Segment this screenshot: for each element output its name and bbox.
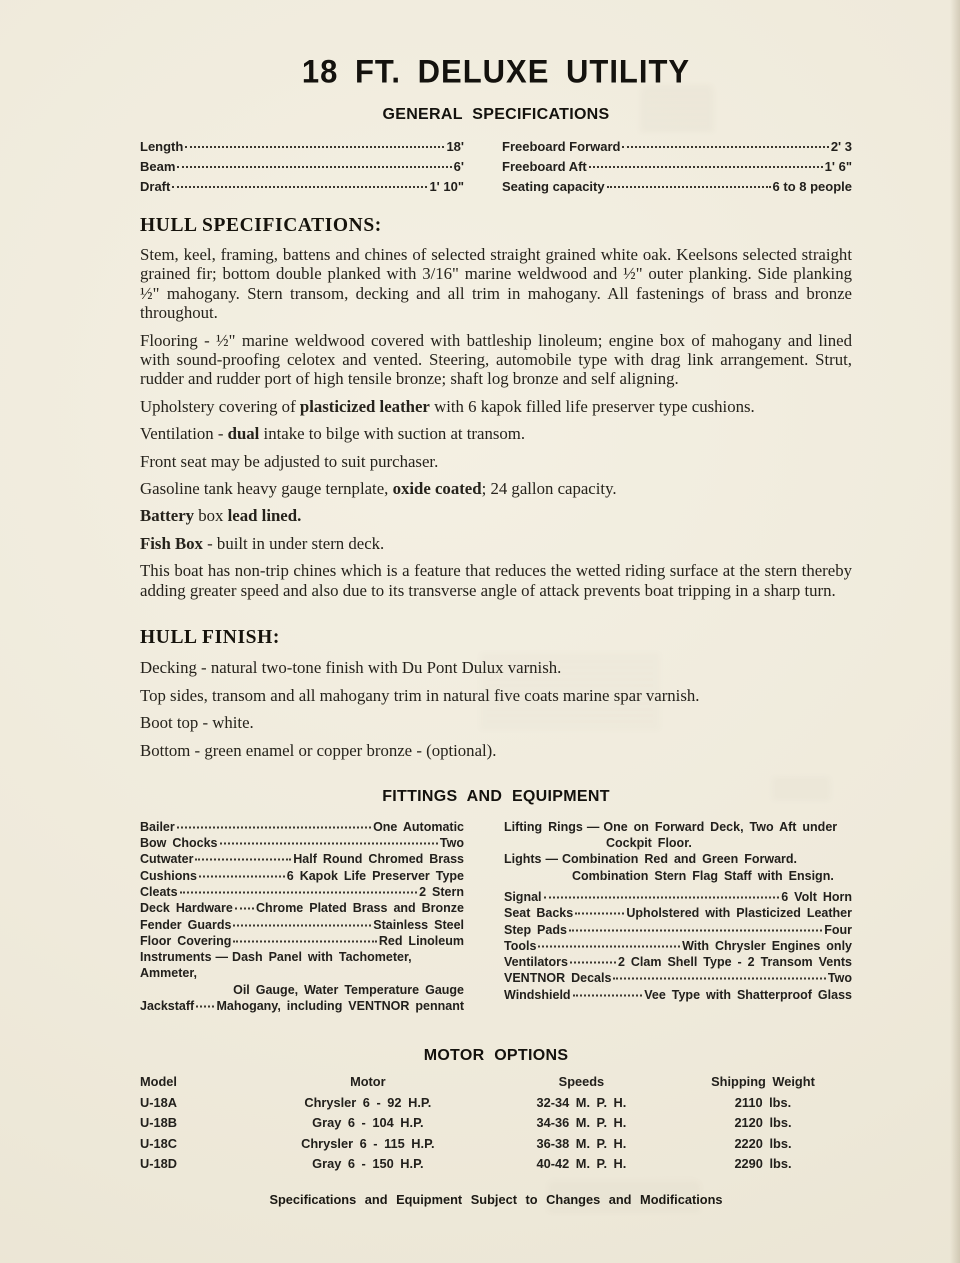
fitting-value: 2 Stern — [419, 884, 464, 899]
dotted-leader — [570, 962, 616, 964]
fittings-equipment-heading: FITTINGS AND EQUIPMENT — [382, 787, 610, 805]
spec-value: 6 to 8 people — [772, 179, 852, 194]
hull-paragraph-front-seat: Front seat may be adjusted to suit purchaser. — [140, 451, 439, 471]
dotted-leader — [177, 166, 451, 168]
fitting-row-lifting-rings — [504, 819, 852, 852]
fitting-row-signal — [504, 889, 852, 905]
fittings-left-column — [140, 819, 464, 1015]
em-dash: — — [545, 852, 558, 867]
table-row — [140, 1113, 852, 1134]
fitting-row-ventnor-decals — [504, 970, 852, 986]
dotted-leader — [607, 186, 771, 188]
fitting-label: Signal — [504, 889, 542, 904]
fitting-line-continuation: Cockpit Floor. — [606, 836, 692, 851]
fitting-line-continuation: Combination Stern Flag Staff with Ensign. — [572, 868, 834, 883]
hull-paragraph-gasoline-tank — [140, 479, 852, 498]
page-title: 18 FT. DELUXE UTILITY — [301, 53, 691, 90]
hull-specifications-heading: HULL SPECIFICATIONS: — [140, 215, 382, 236]
fitting-value: Half Round Chromed Brass — [293, 852, 464, 867]
spec-value: 1' 10" — [429, 179, 464, 194]
motor-table-header-row — [140, 1072, 852, 1093]
fitting-value: Chrome Plated Brass and Bronze — [256, 901, 464, 916]
text-segment: box — [194, 506, 228, 526]
hull-paragraph-upholstery — [140, 397, 852, 416]
fitting-row-cleats — [140, 884, 464, 900]
fitting-value: Stainless Steel — [373, 917, 464, 932]
spec-label: Freeboard Aft — [502, 159, 587, 174]
fitting-label: Cushions — [140, 868, 197, 883]
dotted-leader — [233, 940, 376, 942]
fitting-label: Floor Covering — [140, 933, 232, 948]
text-segment: Gasoline tank heavy gauge ternplate, — [140, 479, 393, 499]
hull-finish-bottom: Bottom - green enamel or copper bronze - (optional). — [140, 741, 497, 761]
column-header-shipping-weight: Shipping Weight — [711, 1074, 815, 1090]
spec-row-freeboard-aft — [502, 157, 852, 177]
cell-model: U-18C — [140, 1135, 177, 1151]
dotted-leader — [177, 826, 371, 828]
fitting-row-windshield — [504, 987, 852, 1003]
column-header-speeds: Speeds — [558, 1074, 605, 1090]
motor-options-table — [140, 1072, 852, 1175]
fittings-right-column — [504, 819, 852, 1015]
fitting-line — [504, 819, 852, 835]
fitting-row-floor-covering — [140, 933, 464, 949]
cell-speeds: 32-34 M. P. H. — [536, 1094, 627, 1110]
fitting-line-continuation: Oil Gauge, Water Temperature Gauge — [233, 982, 464, 997]
hull-paragraph-flooring: Flooring - ½" marine weldwood covered with battleship linoleum; engine box of mahogany and lined with sound-proofing celotex and vented. Steering, automobile type with drag link arrangement. Strut, rudder and rudder port of high tensile bronze; shaft log bronze and self aligning. — [140, 330, 852, 389]
spec-label: Beam — [140, 159, 176, 174]
em-dash: — — [586, 819, 600, 834]
text-segment: - built in under stern deck. — [202, 533, 385, 553]
fitting-value: 6 Volt Horn — [781, 889, 852, 904]
spec-label: Seating capacity — [502, 179, 605, 194]
dotted-leader — [235, 908, 254, 910]
fitting-row-cushions — [140, 868, 464, 884]
spec-row-seating-capacity — [502, 177, 852, 197]
fitting-value: Upholstered with Plasticized Leather — [626, 906, 852, 921]
fitting-row-fender-guards — [140, 917, 464, 933]
cell-motor: Chrysler 6 - 115 H.P. — [301, 1135, 435, 1151]
table-row — [140, 1134, 852, 1155]
spec-value: 1' 6" — [824, 159, 852, 174]
table-row — [140, 1154, 852, 1175]
hull-paragraph-chines: This boat has non-trip chines which is a feature that reduces the wetted riding surface at the stern thereby adding greater speed and also due to its transverse angle of attack prevents boat tripping in a sharp turn. — [140, 561, 852, 600]
dotted-leader — [185, 146, 444, 148]
fitting-value: One Automatic — [373, 819, 464, 834]
table-row — [140, 1093, 852, 1114]
fitting-label: Step Pads — [504, 922, 567, 937]
fitting-label: Lifting Rings — [504, 819, 583, 834]
dotted-leader — [172, 186, 427, 188]
cell-model: U-18D — [140, 1156, 177, 1172]
cell-speeds: 34-36 M. P. H. — [536, 1115, 627, 1131]
general-specs-right-column — [502, 137, 852, 197]
fitting-label: Seat Backs — [504, 906, 574, 921]
spec-row-length — [140, 137, 464, 157]
fitting-label: Deck Hardware — [140, 901, 233, 916]
cell-motor: Chrysler 6 - 92 H.P. — [304, 1094, 432, 1110]
fitting-label: Ventilators — [504, 955, 568, 970]
bold-segment: oxide coated — [392, 479, 482, 499]
dotted-leader — [195, 859, 291, 861]
fitting-value: Two — [827, 971, 852, 986]
fitting-label: Bow Chocks — [140, 836, 218, 851]
fitting-line — [504, 851, 852, 867]
cell-shipping-weight: 2110 lbs. — [734, 1094, 792, 1110]
fitting-value: Two — [439, 836, 464, 851]
spec-value: 2' 3 — [830, 139, 852, 154]
text-segment: with 6 kapok filled life preserver type cushions. — [429, 396, 755, 416]
spec-label: Freeboard Forward — [502, 139, 621, 154]
cell-shipping-weight: 2290 lbs. — [734, 1156, 792, 1172]
cell-model: U-18A — [140, 1094, 177, 1110]
general-specifications-heading: GENERAL SPECIFICATIONS — [382, 106, 610, 123]
dotted-leader — [538, 945, 680, 947]
spec-label: Length — [140, 139, 184, 154]
dotted-leader — [196, 1005, 214, 1007]
hull-finish-boot-top: Boot top - white. — [140, 713, 254, 733]
cell-motor: Gray 6 - 150 H.P. — [312, 1156, 424, 1172]
fitting-label: Tools — [504, 938, 537, 953]
dotted-leader — [613, 978, 826, 980]
cell-model: U-18B — [140, 1115, 177, 1131]
general-specifications-table — [140, 137, 852, 197]
motor-options-heading: MOTOR OPTIONS — [423, 1047, 569, 1065]
fittings-equipment-table — [140, 819, 852, 1015]
cell-shipping-weight: 2220 lbs. — [734, 1135, 792, 1151]
bold-segment: Fish Box — [140, 533, 203, 553]
cell-speeds: 36-38 M. P. H. — [536, 1135, 627, 1151]
bold-segment: lead lined. — [227, 506, 302, 526]
spec-row-beam — [140, 157, 464, 177]
page-content — [140, 54, 852, 1220]
fitting-label: Jackstaff — [140, 998, 195, 1013]
fitting-row-bailer — [140, 819, 464, 835]
spec-label: Draft — [140, 179, 171, 194]
fitting-label: Fender Guards — [140, 917, 232, 932]
spec-value: 18' — [446, 139, 464, 154]
cell-shipping-weight: 2120 lbs. — [734, 1115, 792, 1131]
fitting-value: Dash Panel with Tachometer, Ammeter, — [140, 950, 412, 981]
dotted-leader — [589, 166, 823, 168]
fitting-value: Mahogany, including VENTNOR pennant — [216, 998, 464, 1013]
fitting-row-deck-hardware — [140, 900, 464, 916]
bold-segment: Battery — [140, 506, 195, 526]
fitting-value: One on Forward Deck, Two Aft under — [603, 819, 838, 834]
fitting-value: 2 Clam Shell Type - 2 Transom Vents — [617, 955, 852, 970]
fitting-value: Red Linoleum — [378, 933, 464, 948]
dotted-leader — [569, 929, 822, 931]
fitting-line — [140, 949, 464, 982]
fitting-row-bow-chocks — [140, 835, 464, 851]
column-header-model: Model — [140, 1074, 177, 1090]
dotted-leader — [544, 896, 780, 898]
fitting-row-seat-backs — [504, 905, 852, 921]
dotted-leader — [199, 875, 285, 877]
fitting-value: Combination Red and Green Forward. — [562, 852, 798, 867]
text-segment: ; 24 gallon capacity. — [481, 479, 617, 499]
fitting-row-step-pads — [504, 922, 852, 938]
fitting-value: 6 Kapok Life Preserver Type — [286, 868, 464, 883]
bold-segment: dual — [227, 424, 260, 444]
hull-paragraph-construction: Stem, keel, framing, battens and chines of selected straight grained white oak. Keelsons selected straight grained fir; bottom double planked with 3/16" marine weldwood and ½" outer planking. Side planking ½" mahogany. Stern transom, decking and all trim in mahogany. All fastenings of brass and bronze throughout. — [140, 245, 852, 323]
bold-segment: plasticized leather — [299, 396, 430, 416]
fitting-label: Windshield — [504, 987, 571, 1002]
text-segment: Ventilation - — [140, 424, 228, 444]
cell-speeds: 40-42 M. P. H. — [536, 1156, 627, 1172]
spec-value: 6' — [453, 159, 464, 174]
fitting-label: Cutwater — [140, 852, 194, 867]
general-specs-left-column — [140, 137, 464, 197]
hull-finish-top-sides: Top sides, transom and all mahogany trim in natural five coats marine spar varnish. — [140, 685, 700, 705]
dotted-leader — [180, 891, 418, 893]
fitting-label: Instruments — [140, 950, 212, 965]
fitting-row-lights — [504, 851, 852, 884]
spec-row-freeboard-forward — [502, 137, 852, 157]
fitting-row-cutwater — [140, 851, 464, 867]
fitting-label: Lights — [504, 852, 542, 867]
em-dash: — — [215, 950, 229, 965]
column-header-motor: Motor — [350, 1074, 386, 1090]
dotted-leader — [575, 913, 624, 915]
hull-paragraph-fish-box — [140, 534, 852, 553]
fitting-label: Cleats — [140, 884, 178, 899]
fitting-value: Four — [824, 922, 852, 937]
dotted-leader — [573, 994, 643, 996]
fitting-label: VENTNOR Decals — [504, 971, 612, 986]
hull-paragraph-battery — [140, 506, 852, 525]
fitting-value: Vee Type with Shatterproof Glass — [644, 987, 852, 1002]
fitting-row-ventilators — [504, 954, 852, 970]
hull-finish-decking: Decking - natural two-tone finish with Du Pont Dulux varnish. — [140, 657, 562, 677]
dotted-leader — [233, 924, 371, 926]
fitting-row-tools — [504, 938, 852, 954]
text-segment: intake to bilge with suction at transom. — [259, 424, 526, 444]
fitting-value: With Chrysler Engines only — [682, 938, 852, 953]
dotted-leader — [220, 843, 438, 845]
spec-row-draft — [140, 177, 464, 197]
fitting-row-jackstaff — [140, 998, 464, 1014]
dotted-leader — [622, 146, 828, 148]
hull-paragraph-ventilation — [140, 424, 852, 443]
text-segment: Upholstery covering of — [140, 396, 300, 416]
fitting-row-instruments — [140, 949, 464, 998]
hull-finish-heading: HULL FINISH: — [140, 627, 280, 649]
fitting-label: Bailer — [140, 819, 175, 834]
disclaimer-footer: Specifications and Equipment Subject to Changes and Modifications — [269, 1191, 723, 1207]
cell-motor: Gray 6 - 104 H.P. — [312, 1115, 424, 1131]
